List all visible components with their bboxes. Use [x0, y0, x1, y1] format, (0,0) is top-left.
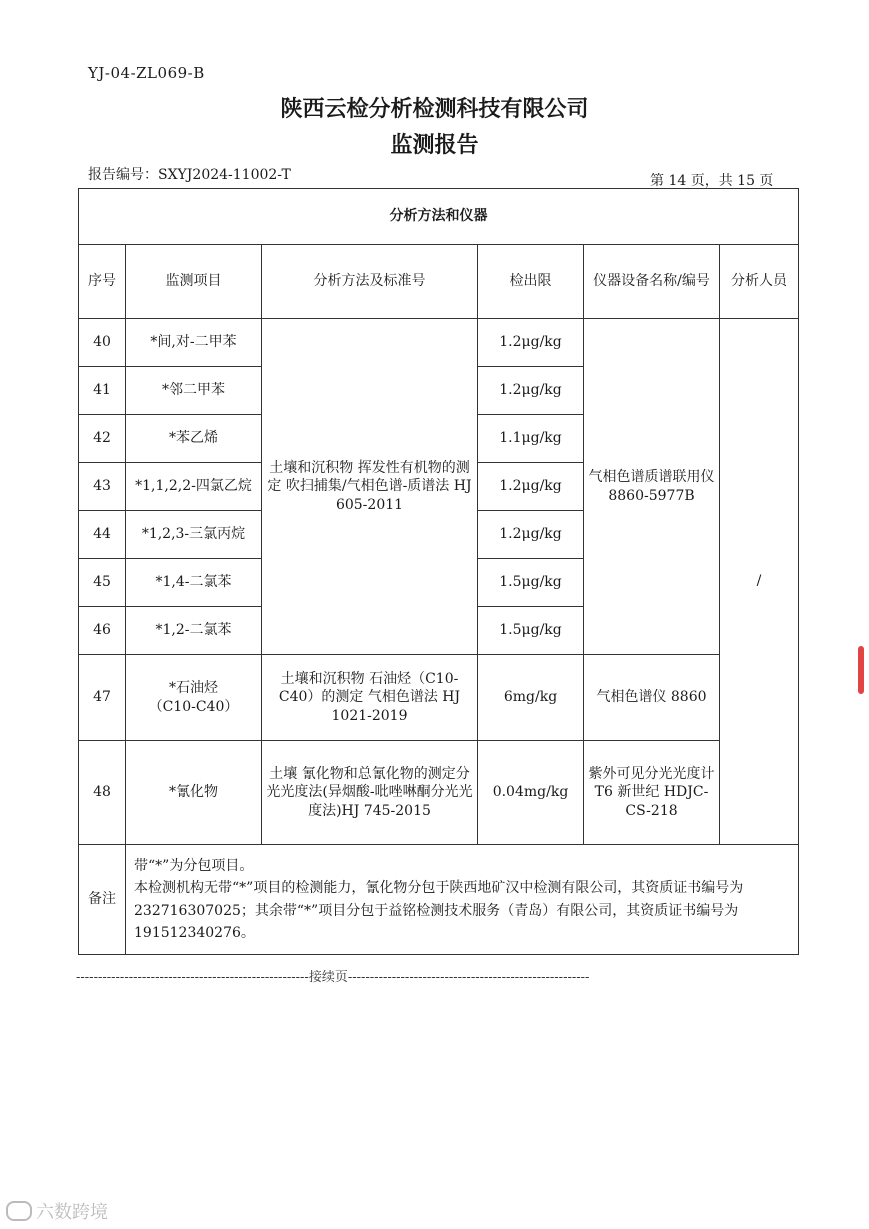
- row-seq: 44: [79, 511, 126, 559]
- document-code: YJ-04-ZL069-B: [88, 64, 205, 82]
- row-item: *1,2,3-三氯丙烷: [126, 511, 262, 559]
- continuation-line: [76, 966, 776, 985]
- table-row: [79, 655, 799, 741]
- row-item: *间,对-二甲苯: [126, 319, 262, 367]
- row48-instrument: 紫外可见分光光度计 T6 新世纪 HDJC-CS-218: [584, 741, 720, 845]
- group1-method: 土壤和沉积物 挥发性有机物的测定 吹扫捕集/气相色谱-质谱法 HJ 605-2011: [262, 319, 478, 655]
- row47-instrument: 气相色谱仪 8860: [584, 655, 720, 741]
- remark-line-1: 带“*”为分包项目。: [134, 857, 254, 874]
- methods-table: [78, 188, 799, 955]
- table-row: [79, 741, 799, 845]
- row-item-cell: [126, 655, 262, 741]
- header-row: [79, 245, 799, 319]
- section-title-row: [79, 189, 799, 245]
- row-item: *苯乙烯: [126, 415, 262, 463]
- report-number: 报告编号：SXYJ2024-11002-T: [88, 167, 291, 183]
- header-limit: 检出限: [478, 245, 584, 319]
- row-item: *氰化物: [126, 741, 262, 845]
- header-item: 监测项目: [126, 245, 262, 319]
- row-limit: 1.2μg/kg: [478, 463, 584, 511]
- watermark-text: 六数跨境: [36, 1202, 108, 1223]
- row-limit: 1.1μg/kg: [478, 415, 584, 463]
- header-seq: 序号: [79, 245, 126, 319]
- remark-label: 备注: [79, 845, 126, 955]
- row-item: *1,4-二氯苯: [126, 559, 262, 607]
- report-title: 监测报告: [390, 133, 479, 158]
- analyst-cell: /: [720, 319, 799, 845]
- row-seq: 46: [79, 607, 126, 655]
- row-limit: 6mg/kg: [478, 655, 584, 741]
- row-limit: 1.2μg/kg: [478, 511, 584, 559]
- section-title: 分析方法和仪器: [79, 189, 799, 245]
- watermark-logo-icon: [6, 1201, 32, 1221]
- watermark: [6, 1198, 108, 1224]
- header-analyst: 分析人员: [720, 245, 799, 319]
- red-edge-mark: [858, 646, 864, 694]
- row-seq: 47: [79, 655, 126, 741]
- group1-instrument: 气相色谱质谱联用仪 8860-5977B: [584, 319, 720, 655]
- row-item: *石油烃: [169, 680, 218, 697]
- row-item: *1,1,2,2-四氯乙烷: [126, 463, 262, 511]
- row-seq: 40: [79, 319, 126, 367]
- row-limit: 1.2μg/kg: [478, 367, 584, 415]
- page-info: 第 14 页，共 15 页: [650, 173, 774, 189]
- dash-left: -----------------------------------------------------: [76, 970, 309, 985]
- row47-method: 土壤和沉积物 石油烃（C10-C40）的测定 气相色谱法 HJ 1021-2019: [262, 655, 478, 741]
- row-seq: 43: [79, 463, 126, 511]
- remark-text: [126, 845, 799, 955]
- row-seq: 42: [79, 415, 126, 463]
- row-item-sub: （C10-C40）: [148, 698, 239, 715]
- dash-right: -------------------------------------------------------: [347, 970, 590, 985]
- row-item: *1,2-二氯苯: [126, 607, 262, 655]
- header-instrument: 仪器设备名称/编号: [584, 245, 720, 319]
- continuation-label: 接续页: [308, 970, 348, 985]
- header-method: 分析方法及标准号: [262, 245, 478, 319]
- row-item: *邻二甲苯: [126, 367, 262, 415]
- remark-row: [79, 845, 799, 955]
- row-limit: 0.04mg/kg: [478, 741, 584, 845]
- row-seq: 41: [79, 367, 126, 415]
- row-limit: 1.2μg/kg: [478, 319, 584, 367]
- table-row: [79, 319, 799, 367]
- row-limit: 1.5μg/kg: [478, 559, 584, 607]
- remark-line-2: 本检测机构无带“*”项目的检测能力，氰化物分包于陕西地矿汉中检测有限公司，其资质证书编号为232716307025；其余带“*”项目分包于益铭检测技术服务（青岛）有限公司，其资质证书编号为191512340276。: [134, 880, 744, 941]
- row-seq: 48: [79, 741, 126, 845]
- company-name: 陕西云检分析检测科技有限公司: [280, 97, 589, 122]
- row48-method: 土壤 氰化物和总氰化物的测定分光光度法(异烟酸-吡唑啉酮分光光度法)HJ 745-2015: [262, 741, 478, 845]
- row-limit: 1.5μg/kg: [478, 607, 584, 655]
- row-seq: 45: [79, 559, 126, 607]
